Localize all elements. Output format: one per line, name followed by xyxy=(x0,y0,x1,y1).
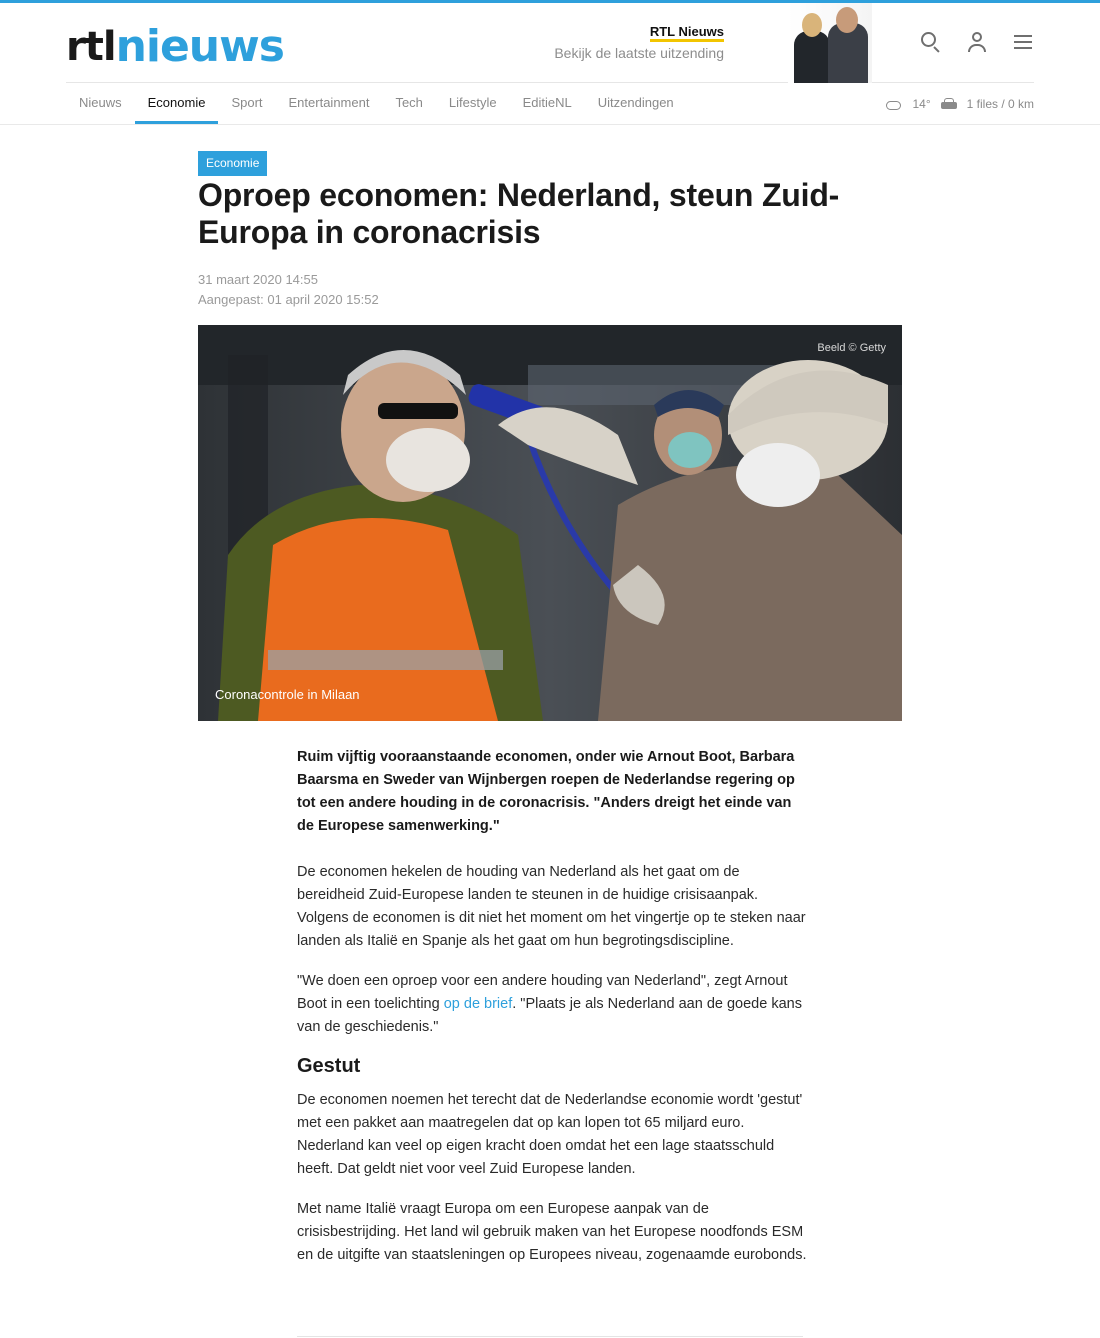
paragraph-text: "We doen een oproep voor een andere houding van Nederland", zegt Arnout Boot in een toelichting xyxy=(297,973,788,1012)
header-actions xyxy=(920,31,1034,53)
menu-icon[interactable] xyxy=(1012,31,1034,53)
letter-link[interactable]: op de brief xyxy=(443,996,513,1012)
nav-item-nieuws[interactable]: Nieuws xyxy=(79,95,122,110)
article-dates xyxy=(198,270,379,310)
nav-item-sport[interactable]: Sport xyxy=(231,95,263,110)
latest-broadcast-promo[interactable] xyxy=(536,3,876,83)
rtl-nieuws-logo[interactable] xyxy=(66,21,284,72)
traffic-info[interactable]: 1 files / 0 km xyxy=(966,97,1034,111)
category-tag[interactable]: Economie xyxy=(198,151,267,176)
paragraph-text: . "Plaats je als Nederland aan de goede kans van de geschiedenis." xyxy=(297,996,802,1035)
image-credit: Beeld © Getty xyxy=(817,342,886,354)
hero-photo xyxy=(198,325,902,721)
search-icon[interactable] xyxy=(920,31,942,53)
nav-status xyxy=(886,84,1034,124)
cloud-icon xyxy=(886,98,902,110)
nav-divider xyxy=(0,124,1100,125)
news-anchors-image xyxy=(788,3,872,83)
nav-item-tech[interactable]: Tech xyxy=(395,95,423,110)
article-end-divider xyxy=(297,1336,803,1337)
article-title: Oproep economen: Nederland, steun Zuid-Europa in coronacrisis xyxy=(198,177,840,250)
logo-nieuws: nieuws xyxy=(115,21,284,72)
promo-subtitle: Bekijk de laatste uitzending xyxy=(554,45,724,61)
nav-item-entertainment[interactable]: Entertainment xyxy=(288,95,370,110)
article-paragraph-1: De economen hekelen de houding van Nederland als het gaat om de bereidheid Zuid-Europese landen te steunen in de huidige crisisaanpak. Volgens de economen is dit niet het moment om het vingertje op te steken naar landen als Italië en Spanje als het gaat om hun begrotingsdiscipline. xyxy=(297,864,806,949)
hero-image xyxy=(198,325,902,721)
nav-item-economie[interactable]: Economie xyxy=(135,84,219,124)
article-subheading: Gestut xyxy=(297,1055,361,1077)
article-paragraph-4: Met name Italië vraagt Europa om een Europese aanpak van de crisisbestrijding. Het land wil gebruik maken van het Europese noodfonds ESM en de uitgifte van staatsleningen op Europees niveau, zogenaamde eurobonds. xyxy=(297,1201,807,1263)
article-body xyxy=(297,746,807,1284)
main-navigation xyxy=(66,84,1034,124)
nav-item-lifestyle[interactable]: Lifestyle xyxy=(448,95,497,110)
image-caption: Coronacontrole in Milaan xyxy=(215,687,360,702)
updated-date: Aangepast: 01 april 2020 15:52 xyxy=(198,292,379,307)
weather-temperature[interactable]: 14° xyxy=(912,97,931,111)
article-paragraph-2 xyxy=(297,970,807,1039)
car-icon xyxy=(941,98,957,110)
logo-rtl: rtl xyxy=(66,24,116,70)
nav-item-editienl[interactable]: EditieNL xyxy=(522,95,572,110)
article-intro: Ruim vijftig vooraanstaande economen, onder wie Arnout Boot, Barbara Baarsma en Sweder van Wijnbergen roepen de Nederlandse regering op tot een andere houding in de coronacrisis. "Anders dreigt het einde van de Europese samenwerking." xyxy=(297,749,795,834)
promo-title: RTL Nieuws xyxy=(650,25,724,42)
site-header xyxy=(66,3,1034,83)
article-paragraph-3: De economen noemen het terecht dat de Nederlandse economie wordt 'gestut' met een pakket aan maatregelen dat op kan lopen tot 65 miljard euro. Nederland kan veel op eigen kracht doen omdat het een lage staatsschuld heeft. Dat geldt niet voor veel Zuid Europese landen. xyxy=(297,1092,803,1177)
nav-item-uitzendingen[interactable]: Uitzendingen xyxy=(597,95,674,110)
published-date: 31 maart 2020 14:55 xyxy=(198,272,318,287)
user-icon[interactable] xyxy=(966,31,988,53)
